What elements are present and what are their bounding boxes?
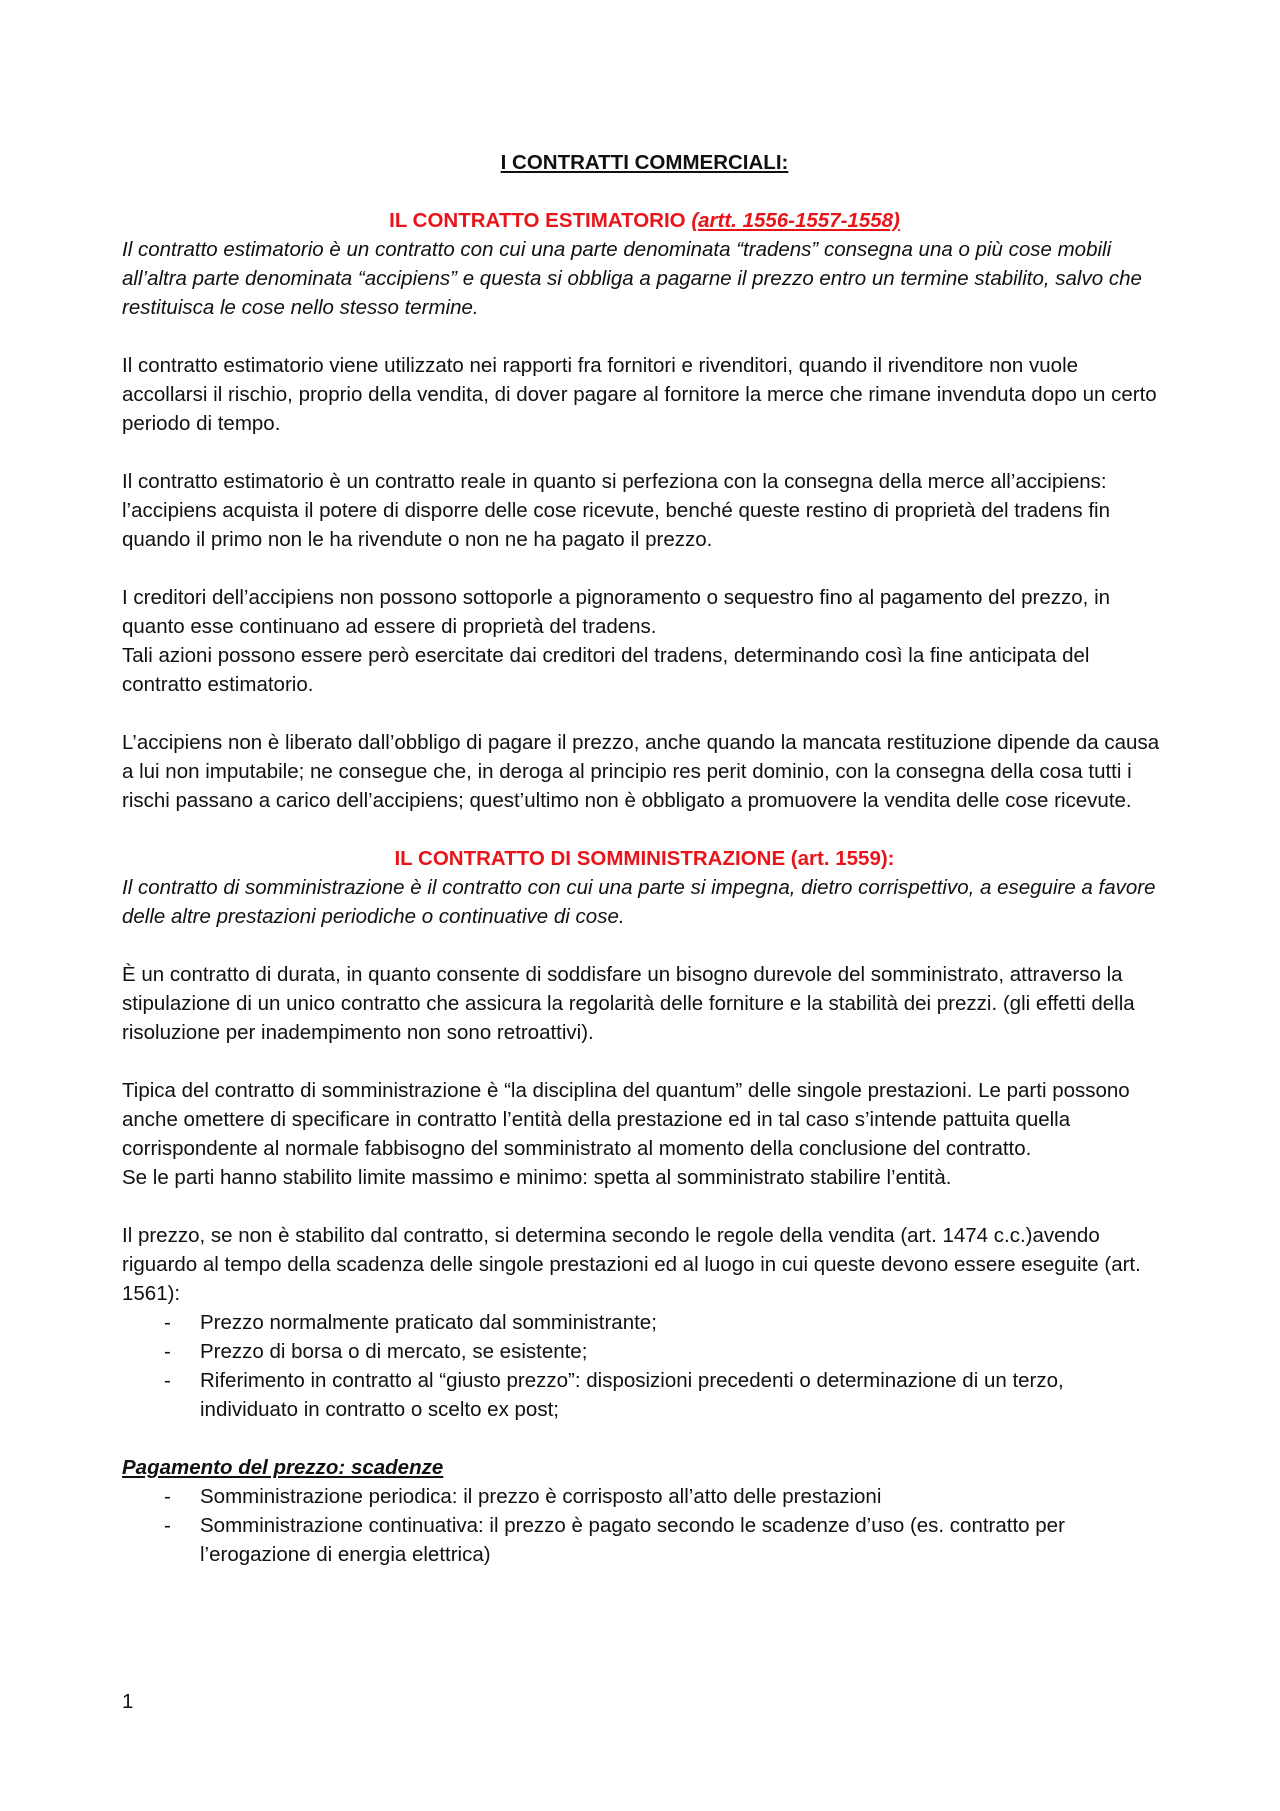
definition-paragraph: Il contratto estimatorio è un contratto con cui una parte denominata “tradens” consegna una o più cose mobili all’altra parte denominata “accipiens” e questa si obbliga a pagarne il prezzo entro un termine stabilito, salvo che restituisca le cose nello stesso termine. [122, 238, 1142, 319]
list-item [122, 1308, 1167, 1337]
body-paragraph: Tali azioni possono essere però esercitate dai creditori del tradens, determinando così la fine anticipata del contratto estimatorio. [122, 644, 1090, 696]
list-item [122, 1366, 1167, 1424]
body-paragraph: Il prezzo, se non è stabilito dal contratto, si determina secondo le regole della vendita (art. 1474 c.c.)avendo riguardo al tempo della scadenza delle singole prestazioni ed al luogo in cui queste devono essere eseguite (art. 1561): [122, 1224, 1141, 1305]
list-bullet: - [164, 1340, 171, 1363]
body-paragraph: Tipica del contratto di somministrazione è “la disciplina del quantum” delle singole prestazioni. Le parti possono anche omettere di specificare in contratto l’entità della prestazione ed in tal caso s’intende pattuita quella corrispondente al normale fabbisogno del somministrato al momento della conclusione del contratto. [122, 1079, 1130, 1160]
list-item-text: Prezzo di borsa o di mercato, se esistente; [200, 1340, 588, 1363]
payment-subheading: Pagamento del prezzo: scadenze [122, 1456, 444, 1479]
body-paragraph: Il contratto estimatorio viene utilizzato nei rapporti fra fornitori e rivenditori, quando il rivenditore non vuole accollarsi il rischio, proprio della vendita, di dover pagare al fornitore la merce che rimane invenduta dopo un certo periodo di tempo. [122, 354, 1157, 435]
list-item-text: Somministrazione periodica: il prezzo è corrisposto all’atto delle prestazioni [200, 1485, 882, 1508]
list-item [122, 1337, 1167, 1366]
section-heading-estimatorio [122, 206, 1167, 235]
document-title: I CONTRATTI COMMERCIALI: [500, 151, 789, 174]
body-paragraph: I creditori dell’accipiens non possono sottoporle a pignoramento o sequestro fino al pagamento del prezzo, in quanto esse continuano ad essere di proprietà del tradens. [122, 586, 1111, 638]
body-paragraph: L’accipiens non è liberato dall’obbligo di pagare il prezzo, anche quando la mancata restituzione dipende da causa a lui non imputabile; ne consegue che, in deroga al principio res perit dominio, con la consegna della cosa tutti i rischi passano a carico dell’accipiens; quest’ultimo non è obbligato a promuovere la vendita delle cose ricevute. [122, 731, 1160, 812]
body-paragraph: È un contratto di durata, in quanto consente di soddisfare un bisogno durevole del somministrato, attraverso la stipulazione di un unico contratto che assicura la regolarità delle forniture e la stabilità dei prezzi. (gli effetti della risoluzione per inadempimento non sono retroattivi). [122, 963, 1135, 1044]
list-bullet: - [164, 1369, 171, 1392]
price-criteria-list [122, 1308, 1167, 1424]
list-item [122, 1511, 1167, 1569]
list-item-text: Somministrazione continuativa: il prezzo è pagato secondo le scadenze d’uso (es. contratto per l’erogazione di energia elettrica) [200, 1514, 1065, 1566]
section-heading-text: IL CONTRATTO ESTIMATORIO [389, 209, 692, 232]
page-number: 1 [122, 1690, 134, 1713]
list-bullet: - [164, 1485, 171, 1508]
list-bullet: - [164, 1311, 171, 1334]
section-heading-somministrazione: IL CONTRATTO DI SOMMINISTRAZIONE (art. 1559): [394, 847, 895, 870]
list-item-text: Prezzo normalmente praticato dal somministrante; [200, 1311, 657, 1334]
body-paragraph: Se le parti hanno stabilito limite massimo e minimo: spetta al somministrato stabilire l’entità. [122, 1166, 952, 1189]
list-bullet: - [164, 1514, 171, 1537]
definition-paragraph: Il contratto di somministrazione è il contratto con cui una parte si impegna, dietro corrispettivo, a eseguire a favore delle altre prestazioni periodiche o continuative di cose. [122, 876, 1156, 928]
list-item [122, 1482, 1167, 1511]
body-paragraph: Il contratto estimatorio è un contratto reale in quanto si perfeziona con la consegna della merce all’accipiens: l’accipiens acquista il potere di disporre delle cose ricevute, benché queste restino di proprietà del tradens fin quando il primo non le ha rivendute o non ne ha pagato il prezzo. [122, 470, 1110, 551]
payment-deadlines-list [122, 1482, 1167, 1569]
page-content [122, 148, 1167, 1569]
list-item-text: Riferimento in contratto al “giusto prezzo”: disposizioni precedenti o determinazione di un terzo, individuato in contratto o scelto ex post; [200, 1369, 1064, 1421]
section-heading-ref: (artt. 1556-1557-1558) [691, 209, 900, 232]
